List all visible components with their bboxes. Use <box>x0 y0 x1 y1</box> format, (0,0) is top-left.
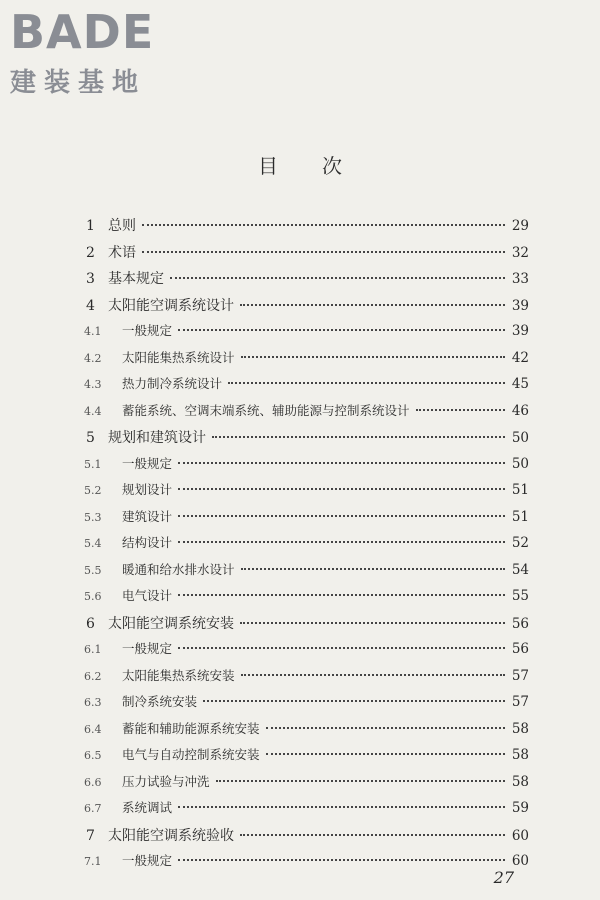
toc-entry-page: 33 <box>511 271 529 287</box>
toc-entry-number: 6.7 <box>84 802 102 815</box>
toc-entry-label: 一般规定 <box>122 641 173 656</box>
toc-entry <box>84 745 529 772</box>
toc-entry <box>84 798 529 825</box>
dot-leader <box>240 834 505 836</box>
dot-leader <box>178 541 505 543</box>
toc-entry-label: 制冷系统安装 <box>122 694 198 709</box>
toc-entry <box>84 772 529 799</box>
toc-entry-page: 50 <box>511 455 529 472</box>
toc-entry-page: 60 <box>511 827 529 844</box>
toc-entry <box>84 321 529 348</box>
toc-entry-label: 一般规定 <box>122 455 173 471</box>
toc-entry-label: 蓄能和辅助能源系统安装 <box>122 720 260 736</box>
toc-entry-page: 51 <box>511 508 529 525</box>
toc-entry-page: 55 <box>511 588 529 604</box>
toc-entry-page: 54 <box>511 561 529 578</box>
toc-entry <box>84 533 529 560</box>
toc-entry <box>84 825 529 852</box>
toc-entry-number: 7 <box>86 827 95 844</box>
toc-entry-number: 2 <box>86 244 95 261</box>
dot-leader <box>212 436 505 438</box>
toc-entry <box>84 454 529 481</box>
toc-entry-label: 太阳能空调系统验收 <box>108 827 234 844</box>
page-title: 目次 <box>258 154 386 178</box>
toc-entry-number: 4.3 <box>84 378 102 391</box>
dot-leader <box>416 409 505 411</box>
bade-logo <box>10 5 180 99</box>
dot-leader <box>142 224 505 226</box>
toc-entry-label: 暖通和给水排水设计 <box>122 561 235 577</box>
toc-entry-page: 56 <box>511 641 529 657</box>
toc-entry-label: 总则 <box>108 218 136 234</box>
dot-leader <box>266 727 505 729</box>
toc-entry-label: 术语 <box>108 244 136 261</box>
toc-entry-page: 56 <box>511 615 529 632</box>
toc-entry <box>84 613 529 640</box>
dot-leader <box>178 488 505 490</box>
dot-leader <box>178 594 505 596</box>
page-number: 27 <box>493 868 514 887</box>
toc-entry-number: 6.2 <box>84 669 102 683</box>
toc-entry-label: 太阳能空调系统设计 <box>108 297 234 314</box>
toc-entry-number: 5.4 <box>84 537 102 550</box>
toc-entry-page: 57 <box>511 694 529 710</box>
toc-entry <box>84 374 529 401</box>
toc-entry-page: 39 <box>511 323 529 339</box>
dot-leader <box>178 515 505 517</box>
dot-leader <box>178 462 505 464</box>
toc-entry <box>84 639 529 666</box>
toc-entry <box>84 719 529 746</box>
toc-entry-number: 6.3 <box>84 696 102 709</box>
dot-leader <box>266 753 505 755</box>
toc-entry-label: 热力制冷系统设计 <box>122 376 223 391</box>
toc-entry <box>84 507 529 534</box>
toc-entry-label: 规划和建筑设计 <box>108 430 206 446</box>
toc-entry-label: 系统调试 <box>122 800 173 815</box>
dot-leader <box>170 277 505 279</box>
dot-leader <box>241 356 505 358</box>
toc-entry-page: 46 <box>511 402 529 419</box>
toc-entry-number: 4.1 <box>84 325 102 338</box>
toc-entry-page: 58 <box>511 747 529 763</box>
toc-entry-label: 压力试验与冲洗 <box>122 773 210 789</box>
dot-leader <box>241 568 505 570</box>
toc-entry-number: 5 <box>86 430 95 446</box>
toc-entry-page: 52 <box>511 535 529 551</box>
toc-entry-label: 电气设计 <box>122 588 173 603</box>
toc-entry-page: 60 <box>511 853 529 869</box>
dot-leader <box>216 780 505 782</box>
toc-entry-page: 32 <box>511 244 529 261</box>
toc-entry-number: 3 <box>86 271 95 287</box>
dot-leader <box>142 251 505 253</box>
toc-entry-number: 5.6 <box>84 590 102 603</box>
toc-entry-label: 基本规定 <box>108 271 164 287</box>
toc-entry <box>84 692 529 719</box>
toc-entry <box>84 480 529 507</box>
dot-leader <box>241 674 505 676</box>
dot-leader <box>178 647 505 649</box>
toc-entry-page: 51 <box>511 482 529 498</box>
toc-entry-label: 太阳能空调系统安装 <box>108 615 234 632</box>
toc-entry-page: 57 <box>511 667 529 684</box>
dot-leader <box>240 304 505 306</box>
toc-entry <box>84 242 529 269</box>
toc-entry-label: 太阳能集热系统设计 <box>122 349 235 365</box>
toc-entry-label: 一般规定 <box>122 853 173 868</box>
toc-entry-label: 蓄能系统、空调末端系统、辅助能源与控制系统设计 <box>122 402 410 418</box>
toc-entry-number: 5.5 <box>84 563 102 577</box>
toc-entry-page: 58 <box>511 720 529 737</box>
toc-entry-number: 1 <box>86 218 95 234</box>
toc-entry <box>84 215 529 242</box>
toc-entry <box>84 586 529 613</box>
toc-entry-number: 6 <box>86 615 95 632</box>
toc-entry-label: 建筑设计 <box>122 508 173 524</box>
logo-brand: BADE <box>10 5 155 59</box>
toc-entry-number: 4.4 <box>84 404 102 418</box>
toc-entry <box>84 666 529 693</box>
toc-entry <box>84 851 529 878</box>
dot-leader <box>178 329 505 331</box>
toc-entry-label: 结构设计 <box>122 535 173 550</box>
table-of-contents <box>84 215 529 878</box>
toc-entry-page: 29 <box>511 218 529 234</box>
toc-entry-number: 5.2 <box>84 484 102 497</box>
dot-leader <box>228 382 505 384</box>
dot-leader <box>203 700 505 702</box>
logo-subtitle: 建装基地 <box>10 68 147 98</box>
toc-entry-page: 39 <box>511 297 529 314</box>
toc-entry-label: 电气与自动控制系统安装 <box>122 747 260 762</box>
toc-entry-number: 6.4 <box>84 722 102 736</box>
toc-entry-number: 4 <box>86 297 95 314</box>
dot-leader <box>240 622 505 624</box>
toc-entry-label: 规划设计 <box>122 482 173 497</box>
toc-entry <box>84 268 529 295</box>
toc-entry-number: 4.2 <box>84 351 102 365</box>
toc-entry-number: 5.1 <box>84 457 102 471</box>
toc-entry-number: 6.5 <box>84 749 102 762</box>
toc-entry-page: 59 <box>511 800 529 816</box>
toc-entry <box>84 401 529 428</box>
dot-leader <box>178 806 505 808</box>
toc-entry <box>84 295 529 322</box>
toc-entry <box>84 427 529 454</box>
toc-entry-number: 6.6 <box>84 775 102 789</box>
toc-entry <box>84 348 529 375</box>
toc-entry-label: 太阳能集热系统安装 <box>122 667 235 683</box>
toc-entry-number: 7.1 <box>84 855 102 868</box>
toc-entry-number: 6.1 <box>84 643 102 656</box>
toc-entry <box>84 560 529 587</box>
toc-entry-page: 58 <box>511 773 529 790</box>
toc-entry-page: 42 <box>511 349 529 366</box>
dot-leader <box>178 859 505 861</box>
toc-entry-page: 45 <box>511 376 529 392</box>
toc-entry-page: 50 <box>511 430 529 446</box>
toc-entry-label: 一般规定 <box>122 323 173 338</box>
toc-entry-number: 5.3 <box>84 510 102 524</box>
